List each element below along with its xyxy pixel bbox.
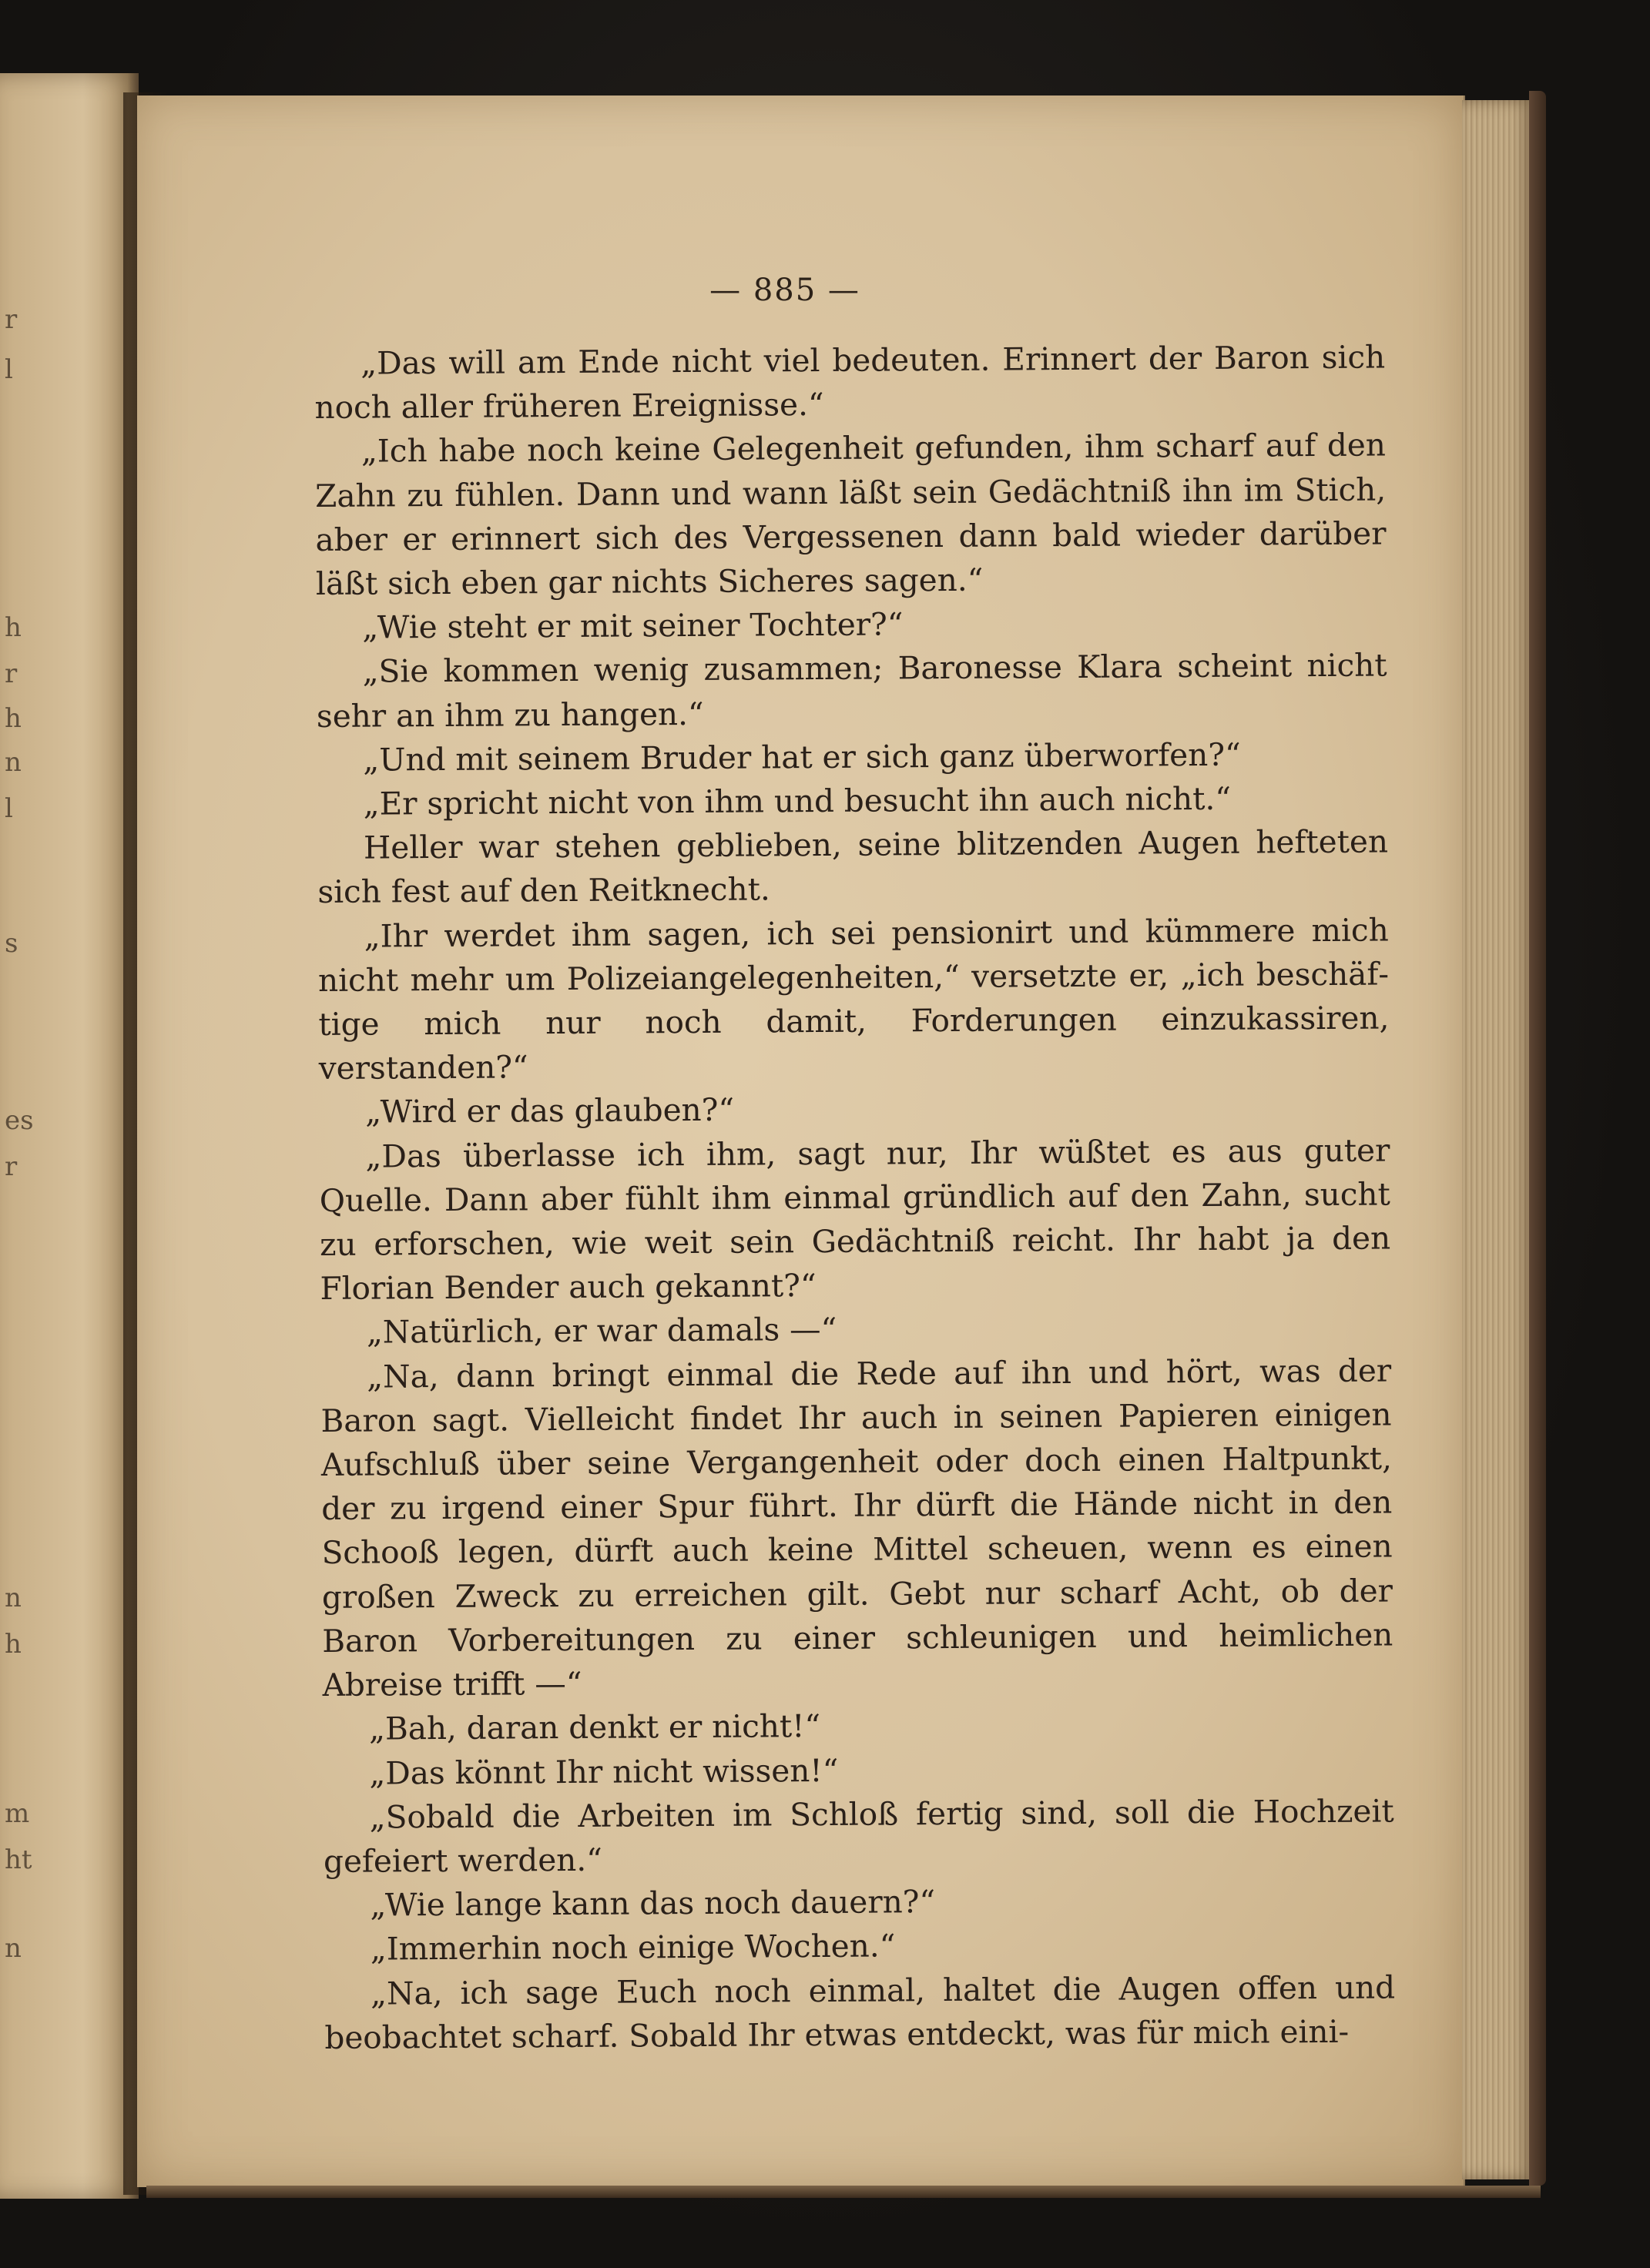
previous-page (0, 73, 139, 2199)
paragraph: „Bah, daran denkt er nicht!“ (368, 1707, 821, 1747)
paragraph: „Immerhin noch einige Wochen.“ (370, 1927, 896, 1968)
paragraph: „Na, dann bringt einmal die Rede auf ihn und hört, was der Baron sagt. Vielleicht findet Ihr auch in seinen Papieren einigen Aufschluß über seine Vergangenheit oder doch einen Haltpunkt, der zu irgend einer Spur führt. Ihr dürft die Hände nicht in den Schooß legen, dürft auch keine Mittel scheuen, wenn es einen großen Zweck zu erreichen gilt. Gebt nur scharf Acht, ob der Baron Vorbereitungen zu einer schleunigen und heimlichen Abreise trifft —“ (320, 1352, 1393, 1704)
left-margin-fragment: h (5, 612, 22, 643)
left-margin-fragment: n (5, 1933, 22, 1964)
book-bottom-edge (146, 2186, 1541, 2198)
paragraph: „Natürlich, er war damals —“ (366, 1311, 837, 1352)
left-margin-fragment: s (5, 928, 18, 959)
left-margin-fragment: r (5, 304, 18, 335)
paragraph: „Wird er das glauben?“ (364, 1091, 735, 1131)
paragraph: „Sie kommen wenig zusammen; Baronesse Klara scheint nicht sehr an ihm zu hangen.“ (316, 646, 1387, 735)
book-page (137, 95, 1465, 2187)
left-margin-fragment: n (5, 1583, 22, 1613)
left-margin-fragment: r (5, 658, 18, 689)
left-margin-fragment: r (5, 1151, 18, 1182)
page-text (314, 336, 1396, 2060)
left-margin-fragment: h (5, 1629, 22, 1660)
paragraph: „Wie lange kann das noch dauern?“ (370, 1883, 936, 1924)
paragraph: „Das überlasse ich ihm, sagt nur, Ihr wüßtet es aus guter Quelle. Dann aber fühlt ihm einmal gründlich auf den Zahn, sucht zu erforschen, wie weit sein Gedächtniß reicht. Ihr habt ja den Florian Bender auch gekannt?“ (319, 1131, 1391, 1308)
paragraph: „Sobald die Arbeiten im Schloß fertig sind, soll die Hochzeit gefeiert werden.“ (323, 1792, 1394, 1880)
paragraph: „Und mit seinem Bruder hat er sich ganz überworfen?“ (363, 735, 1241, 779)
paragraph: „Na, ich sage Euch noch einmal, haltet die Augen offen und beobachtet scharf. Sobald Ihr etwas entdeckt, was für mich eini- (324, 1968, 1396, 2056)
left-margin-fragment: h (5, 703, 22, 734)
page-stack-edge (1462, 100, 1533, 2179)
page-number: — 885 — (709, 273, 860, 308)
left-margin-fragment: es (5, 1105, 34, 1136)
paragraph: „Das könnt Ihr nicht wissen!“ (369, 1751, 839, 1792)
paragraph: „Wie steht er mit seiner Tochter?“ (362, 605, 904, 646)
paragraph: „Ihr werdet ihm sagen, ich sei pensionirt und kümmere mich nicht mehr um Polizeiangelegenheiten,“ versetzte er, „ich beschäftige mich nur noch damit, Forderungen einzukassiren, verstanden?“ (317, 911, 1390, 1087)
left-margin-fragment: l (5, 354, 13, 385)
book-cover-edge (1529, 91, 1546, 2186)
left-margin-fragment: ht (5, 1844, 32, 1875)
paragraph: „Ich habe noch keine Gelegenheit gefunden, ihm scharf auf den Zahn zu fühlen. Dann und wann läßt sein Gedächtniß ihn im Stich, aber er erinnert sich des Vergessenen dann bald wieder darüber läßt sich eben gar nichts Sicheres sagen.“ (315, 426, 1387, 603)
left-margin-fragment: m (5, 1798, 30, 1829)
left-margin-fragment: l (5, 793, 13, 824)
paragraph: Heller war stehen geblieben, seine blitzenden Augen hefteten sich fest auf den Reitknecht. (317, 822, 1389, 911)
left-margin-fragment: n (5, 747, 22, 778)
paragraph: „Er spricht nicht von ihm und besucht ihn auch nicht.“ (363, 779, 1232, 822)
paragraph: „Das will am Ende nicht viel bedeuten. Erinnert der Baron sich noch aller früheren Ereignisse.“ (314, 338, 1386, 427)
